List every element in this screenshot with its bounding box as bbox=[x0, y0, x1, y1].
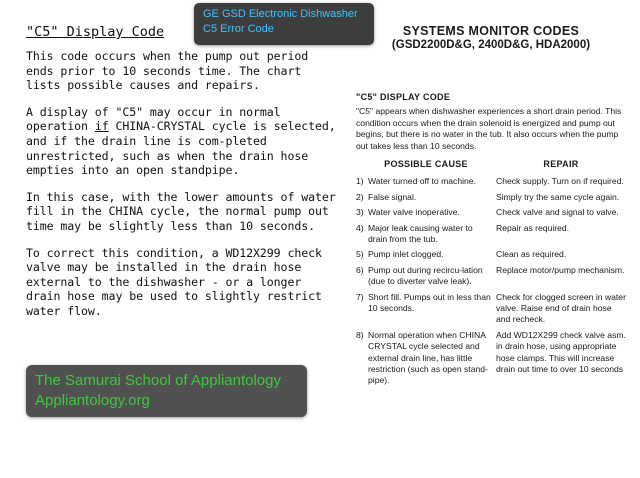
repair-header: REPAIR bbox=[543, 159, 579, 170]
row-number: 3) bbox=[356, 207, 364, 218]
table-row bbox=[356, 330, 626, 387]
left-paragraph-1: This code occurs when the pump out period ends prior to 10 seconds time. The chart lists possible causes and repairs. bbox=[26, 49, 309, 93]
left-column bbox=[26, 24, 336, 331]
cause-text: Major leak causing water to drain from the tub. bbox=[368, 222, 473, 244]
school-website: Appliantology.org bbox=[35, 392, 150, 409]
repair-text: Repair as required. bbox=[496, 222, 570, 233]
repair-text: Check valve and signal to valve. bbox=[496, 207, 619, 218]
table-row bbox=[356, 265, 626, 288]
row-number: 8) bbox=[356, 329, 364, 340]
cause-text: Normal operation when CHINA CRYSTAL cycle selected and external drain line, has little restriction (such as open stand-pipe). bbox=[368, 329, 488, 386]
c5-intro-text: "C5" appears when dishwasher experiences a short drain period. This condition occurs when the drain solenoid is energized and pump out begins, but there is no water in the tub. It also occurs when the pump out takes less than 10 seconds. bbox=[356, 106, 622, 151]
row-number: 2) bbox=[356, 191, 364, 202]
overlay-title-line-2: C5 Error Code bbox=[203, 23, 274, 35]
left-paragraph-2-underlined: if bbox=[94, 119, 109, 134]
repair-text: Add WD12X299 check valve asm. in drain hose, using appropriate hose clamps. This will increase drain out time to over 10 seconds bbox=[496, 329, 626, 375]
left-paragraph-4: To correct this condition, a WD12X299 check valve may be installed in the drain hose external to the dishwasher - or a longer drain hose may be used to slightly restrict water flow. bbox=[26, 245, 322, 318]
table-row bbox=[356, 249, 626, 260]
cause-text: Pump inlet clogged. bbox=[368, 249, 444, 260]
possible-cause-header: POSSIBLE CAUSE bbox=[384, 159, 468, 170]
row-number: 6) bbox=[356, 264, 364, 275]
row-number: 5) bbox=[356, 249, 364, 260]
overlay-title-line-1: GE GSD Electronic Dishwasher bbox=[203, 8, 358, 20]
cause-text: Water turned off to machine. bbox=[368, 176, 476, 187]
left-heading: "C5" Display Code bbox=[26, 24, 165, 40]
repair-text: Clean as required. bbox=[496, 249, 567, 260]
row-number: 7) bbox=[356, 291, 364, 302]
cause-text: Water valve inoperative. bbox=[368, 207, 460, 218]
repair-text: Simply try the same cycle again. bbox=[496, 191, 620, 202]
left-paragraph-2-part-a: A display of "C5" may occur in normal operation bbox=[26, 104, 281, 134]
cause-repair-table bbox=[356, 176, 626, 387]
table-row bbox=[356, 176, 626, 187]
c5-section-title: "C5" DISPLAY CODE bbox=[356, 92, 451, 102]
systems-monitor-subtitle: (GSD2200D&G, 2400D&G, HDA2000) bbox=[391, 39, 591, 51]
row-number: 4) bbox=[356, 222, 364, 233]
table-row bbox=[356, 207, 626, 218]
repair-text: Check supply. Turn on if required. bbox=[496, 176, 624, 187]
table-row bbox=[356, 223, 626, 246]
school-name: The Samurai School of Appliantology bbox=[35, 372, 281, 389]
right-column bbox=[356, 24, 626, 391]
left-paragraph-2-part-b: CHINA-CRYSTAL cycle is selected, and if the drain line is com-pleted unrestricted, such as when the drain hose empties into an open standpipe. bbox=[26, 119, 336, 178]
left-paragraph-2 bbox=[26, 105, 336, 178]
cause-text: False signal. bbox=[368, 191, 417, 202]
school-overlay bbox=[26, 365, 307, 417]
systems-monitor-title: SYSTEMS MONITOR CODES bbox=[402, 24, 580, 38]
table-row bbox=[356, 192, 626, 203]
table-row bbox=[356, 292, 626, 326]
left-paragraph-3: In this case, with the lower amounts of water fill in the CHINA cycle, the normal pump out time may be slightly less than 10 seconds. bbox=[26, 189, 336, 233]
repair-text: Check for clogged screen in water valve. Raise end of drain hose and recheck. bbox=[496, 291, 626, 325]
title-overlay bbox=[194, 3, 374, 45]
cause-text: Short fill. Pumps out in less than 10 seconds. bbox=[368, 291, 491, 314]
repair-text: Replace motor/pump mechanism. bbox=[496, 264, 625, 275]
cause-text: Pump out during recircu-lation (due to diverter valve leak). bbox=[368, 264, 483, 287]
cause-repair-table-header bbox=[356, 159, 626, 169]
row-number: 1) bbox=[356, 176, 364, 187]
